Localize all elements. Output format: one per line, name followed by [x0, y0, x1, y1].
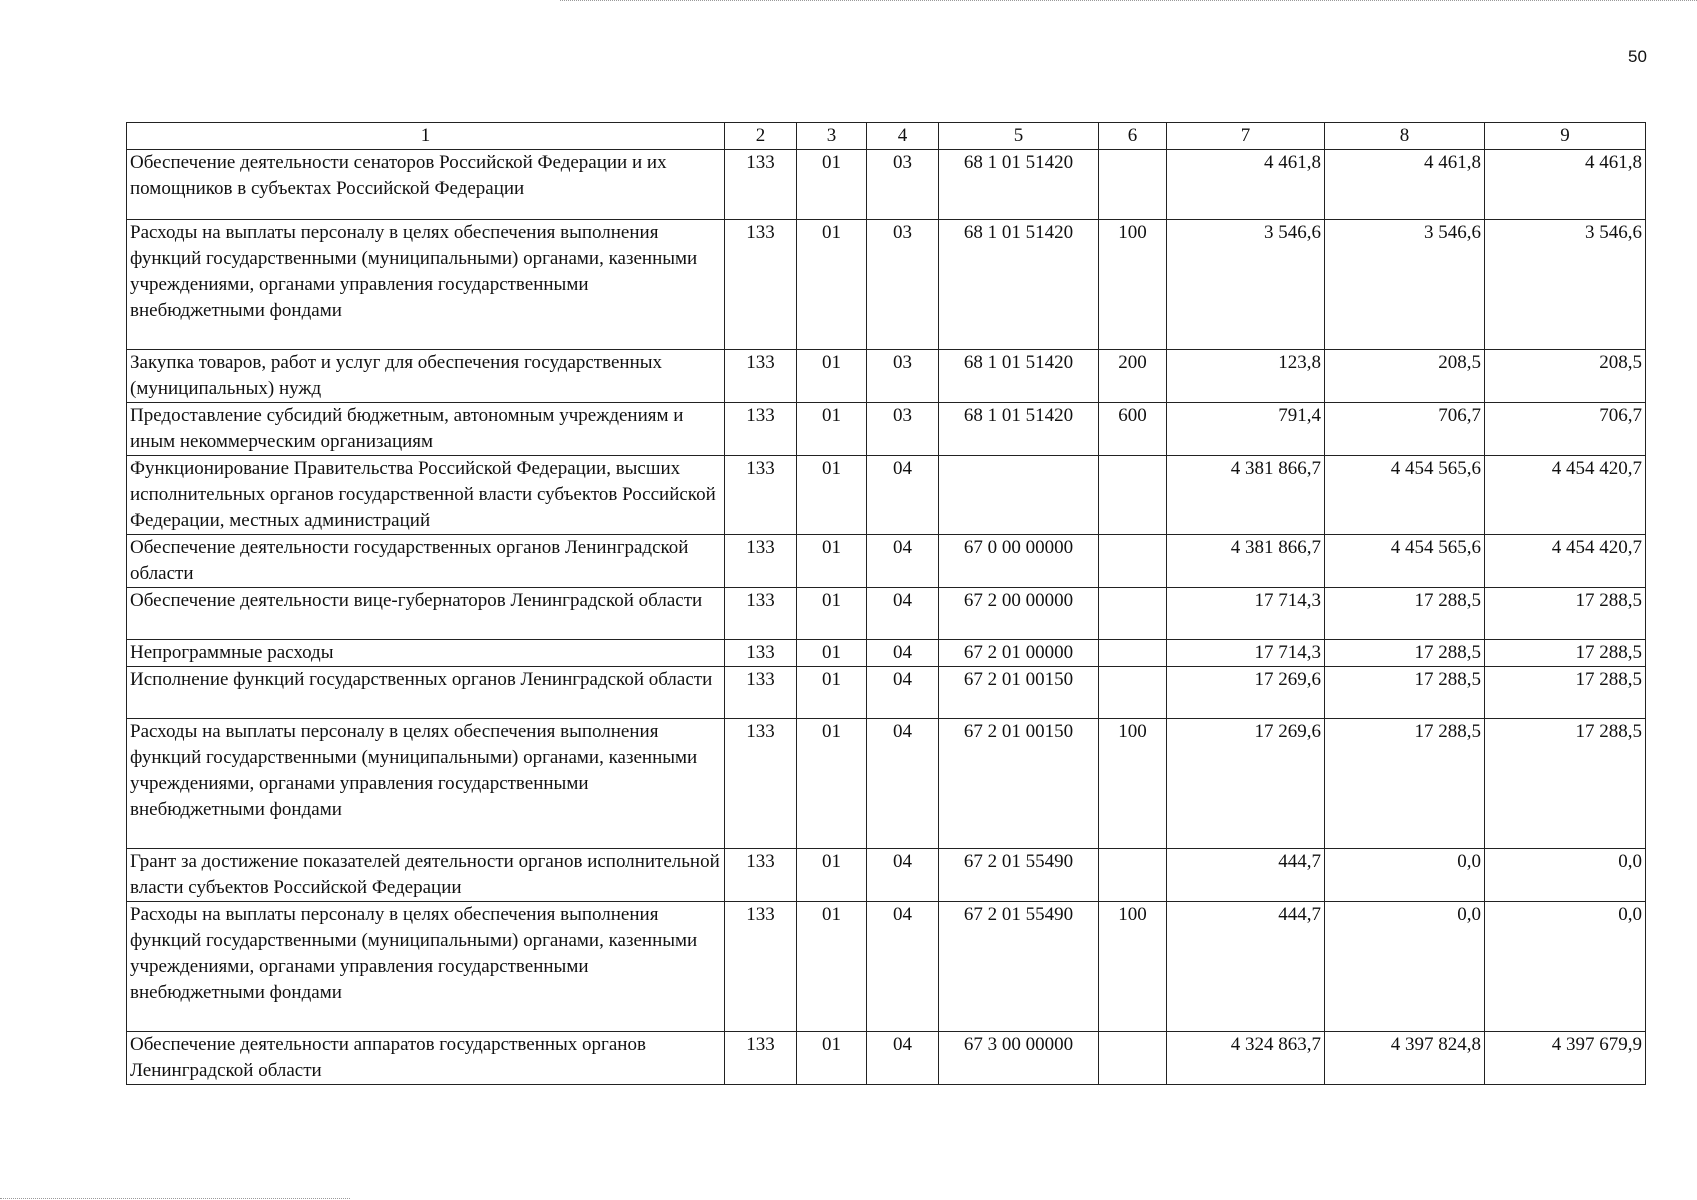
cell-col4: 04 [867, 849, 939, 902]
cell-col7: 123,8 [1167, 350, 1325, 403]
cell-col5: 67 2 01 00150 [939, 667, 1099, 719]
budget-table-body [127, 123, 1646, 1085]
cell-col9: 17 288,5 [1485, 588, 1646, 640]
cell-col8: 17 288,5 [1325, 588, 1485, 640]
row-description: Закупка товаров, работ и услуг для обеспечения государственных (муниципальных) нужд [127, 350, 725, 403]
header-cell: 1 [127, 123, 725, 150]
cell-col2: 133 [725, 456, 797, 535]
cell-col9: 4 454 420,7 [1485, 535, 1646, 588]
cell-col7: 17 269,6 [1167, 719, 1325, 849]
cell-col3: 01 [797, 1032, 867, 1085]
cell-col6 [1099, 1032, 1167, 1085]
header-cell: 2 [725, 123, 797, 150]
cell-col3: 01 [797, 667, 867, 719]
cell-col7: 17 714,3 [1167, 640, 1325, 667]
cell-col5: 67 2 01 55490 [939, 902, 1099, 1032]
cell-col3: 01 [797, 456, 867, 535]
cell-col5: 67 2 01 55490 [939, 849, 1099, 902]
cell-col2: 133 [725, 403, 797, 456]
header-cell: 8 [1325, 123, 1485, 150]
cell-col9: 4 454 420,7 [1485, 456, 1646, 535]
row-description: Обеспечение деятельности аппаратов государственных органов Ленинградской области [127, 1032, 725, 1085]
cell-col6 [1099, 640, 1167, 667]
header-cell: 9 [1485, 123, 1646, 150]
cell-col7: 444,7 [1167, 849, 1325, 902]
cell-col3: 01 [797, 220, 867, 350]
cell-col4: 04 [867, 535, 939, 588]
cell-col9: 0,0 [1485, 902, 1646, 1032]
cell-col5: 68 1 01 51420 [939, 403, 1099, 456]
cell-col8: 0,0 [1325, 902, 1485, 1032]
cell-col6 [1099, 849, 1167, 902]
table-row [127, 667, 1646, 719]
cell-col8: 4 454 565,6 [1325, 456, 1485, 535]
cell-col3: 01 [797, 535, 867, 588]
table-row [127, 1032, 1646, 1085]
cell-col5 [939, 456, 1099, 535]
cell-col3: 01 [797, 902, 867, 1032]
row-description: Функционирование Правительства Российской Федерации, высших исполнительных органов государственной власти субъектов Российской Федерации, местных администраций [127, 456, 725, 535]
row-description: Обеспечение деятельности сенаторов Российской Федерации и их помощников в субъектах Российской Федерации [127, 150, 725, 220]
row-description: Грант за достижение показателей деятельности органов исполнительной власти субъектов Российской Федерации [127, 849, 725, 902]
table-row [127, 719, 1646, 849]
cell-col3: 01 [797, 588, 867, 640]
cell-col9: 17 288,5 [1485, 640, 1646, 667]
cell-col2: 133 [725, 849, 797, 902]
cell-col8: 4 461,8 [1325, 150, 1485, 220]
cell-col7: 4 461,8 [1167, 150, 1325, 220]
cell-col2: 133 [725, 719, 797, 849]
cell-col6 [1099, 535, 1167, 588]
cell-col7: 17 269,6 [1167, 667, 1325, 719]
cell-col6: 100 [1099, 719, 1167, 849]
table-row [127, 588, 1646, 640]
cell-col8: 17 288,5 [1325, 667, 1485, 719]
cell-col6: 100 [1099, 902, 1167, 1032]
cell-col3: 01 [797, 849, 867, 902]
cell-col7: 4 324 863,7 [1167, 1032, 1325, 1085]
cell-col9: 4 461,8 [1485, 150, 1646, 220]
cell-col4: 03 [867, 403, 939, 456]
table-row [127, 220, 1646, 350]
cell-col6: 600 [1099, 403, 1167, 456]
cell-col4: 04 [867, 902, 939, 1032]
cell-col5: 68 1 01 51420 [939, 220, 1099, 350]
cell-col8: 706,7 [1325, 403, 1485, 456]
cell-col3: 01 [797, 640, 867, 667]
cell-col7: 791,4 [1167, 403, 1325, 456]
cell-col4: 03 [867, 350, 939, 403]
table-row [127, 350, 1646, 403]
cell-col8: 17 288,5 [1325, 640, 1485, 667]
cell-col5: 67 0 00 00000 [939, 535, 1099, 588]
cell-col4: 04 [867, 456, 939, 535]
cell-col5: 68 1 01 51420 [939, 350, 1099, 403]
table-row [127, 456, 1646, 535]
cell-col8: 17 288,5 [1325, 719, 1485, 849]
table-row [127, 849, 1646, 902]
header-cell: 7 [1167, 123, 1325, 150]
cell-col2: 133 [725, 902, 797, 1032]
cell-col2: 133 [725, 150, 797, 220]
cell-col7: 17 714,3 [1167, 588, 1325, 640]
cell-col2: 133 [725, 667, 797, 719]
page-number: 50 [1628, 47, 1647, 66]
cell-col8: 3 546,6 [1325, 220, 1485, 350]
cell-col3: 01 [797, 350, 867, 403]
cell-col8: 208,5 [1325, 350, 1485, 403]
table-row [127, 535, 1646, 588]
row-description: Непрограммные расходы [127, 640, 725, 667]
cell-col4: 04 [867, 719, 939, 849]
cell-col6: 100 [1099, 220, 1167, 350]
row-description: Расходы на выплаты персоналу в целях обеспечения выполнения функций государственными (муниципальными) органами, казенными учреждениями, органами управления государственными внебюджетными фондами [127, 719, 725, 849]
header-cell: 3 [797, 123, 867, 150]
cell-col2: 133 [725, 588, 797, 640]
cell-col2: 133 [725, 220, 797, 350]
table-row [127, 403, 1646, 456]
cell-col5: 68 1 01 51420 [939, 150, 1099, 220]
cell-col7: 4 381 866,7 [1167, 535, 1325, 588]
cell-col4: 03 [867, 150, 939, 220]
cell-col2: 133 [725, 350, 797, 403]
budget-table [126, 122, 1646, 1085]
cell-col8: 0,0 [1325, 849, 1485, 902]
row-description: Обеспечение деятельности государственных органов Ленинградской области [127, 535, 725, 588]
row-description: Предоставление субсидий бюджетным, автономным учреждениям и иным некоммерческим организациям [127, 403, 725, 456]
cell-col3: 01 [797, 150, 867, 220]
table-row [127, 150, 1646, 220]
header-cell: 6 [1099, 123, 1167, 150]
cell-col9: 4 397 679,9 [1485, 1032, 1646, 1085]
cell-col8: 4 397 824,8 [1325, 1032, 1485, 1085]
cell-col2: 133 [725, 640, 797, 667]
cell-col6 [1099, 456, 1167, 535]
cell-col4: 04 [867, 1032, 939, 1085]
cell-col2: 133 [725, 1032, 797, 1085]
cell-col5: 67 2 00 00000 [939, 588, 1099, 640]
cell-col7: 3 546,6 [1167, 220, 1325, 350]
cell-col5: 67 2 01 00150 [939, 719, 1099, 849]
cell-col6 [1099, 588, 1167, 640]
table-row [127, 902, 1646, 1032]
cell-col4: 04 [867, 588, 939, 640]
cell-col9: 706,7 [1485, 403, 1646, 456]
cell-col7: 444,7 [1167, 902, 1325, 1032]
cell-col7: 4 381 866,7 [1167, 456, 1325, 535]
cell-col3: 01 [797, 719, 867, 849]
row-description: Расходы на выплаты персоналу в целях обеспечения выполнения функций государственными (муниципальными) органами, казенными учреждениями, органами управления государственными внебюджетными фондами [127, 902, 725, 1032]
header-row [127, 123, 1646, 150]
cell-col2: 133 [725, 535, 797, 588]
cell-col9: 17 288,5 [1485, 719, 1646, 849]
cell-col6 [1099, 150, 1167, 220]
cell-col4: 04 [867, 640, 939, 667]
cell-col4: 04 [867, 667, 939, 719]
cell-col9: 17 288,5 [1485, 667, 1646, 719]
cell-col3: 01 [797, 403, 867, 456]
cell-col8: 4 454 565,6 [1325, 535, 1485, 588]
table-row [127, 640, 1646, 667]
cell-col9: 3 546,6 [1485, 220, 1646, 350]
cell-col6 [1099, 667, 1167, 719]
header-cell: 4 [867, 123, 939, 150]
header-cell: 5 [939, 123, 1099, 150]
bottom-scan-rule [0, 1198, 350, 1199]
row-description: Исполнение функций государственных органов Ленинградской области [127, 667, 725, 719]
cell-col5: 67 3 00 00000 [939, 1032, 1099, 1085]
cell-col4: 03 [867, 220, 939, 350]
cell-col5: 67 2 01 00000 [939, 640, 1099, 667]
cell-col9: 208,5 [1485, 350, 1646, 403]
top-scan-rule [560, 0, 1697, 1]
cell-col9: 0,0 [1485, 849, 1646, 902]
row-description: Обеспечение деятельности вице-губернаторов Ленинградской области [127, 588, 725, 640]
cell-col6: 200 [1099, 350, 1167, 403]
row-description: Расходы на выплаты персоналу в целях обеспечения выполнения функций государственными (муниципальными) органами, казенными учреждениями, органами управления государственными внебюджетными фондами [127, 220, 725, 350]
